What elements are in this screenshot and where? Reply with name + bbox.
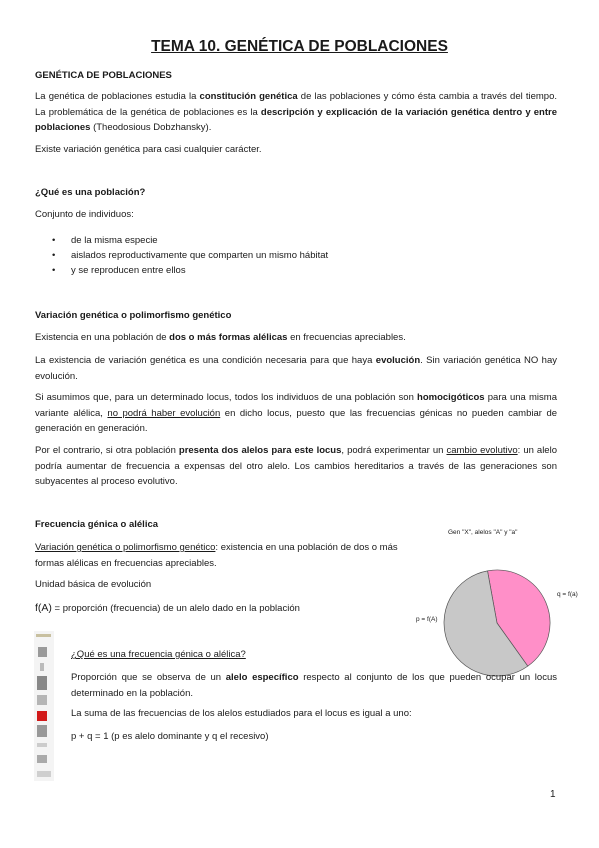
paragraph-existencia: Existencia en una población de dos o más formas alélicas en frecuencias apreciables. [35, 332, 406, 343]
paragraph-fA: f(A) = proporción (frecuencia) de un alelo dado en la población [35, 602, 300, 614]
strip-mark [37, 725, 47, 737]
paragraph-proporcion: Proporción que se observa de un alelo específico respecto al conjunto de los que pueden ocupar un locus determinado en la población. [71, 672, 557, 699]
section-heading-genetica: GENÉTICA DE POBLACIONES [35, 70, 172, 81]
list-item: • de la misma especie [52, 235, 158, 246]
pie-label-p: p = f(A) [416, 616, 438, 623]
sidebar-thumbnail-strip [34, 631, 54, 781]
section-heading-frecuencia: Frecuencia génica o alélica [35, 519, 159, 530]
strip-mark [40, 663, 44, 671]
paragraph-suma: La suma de las frecuencias de los alelos estudiados para el locus es igual a uno: [71, 708, 412, 719]
strip-mark [37, 743, 47, 747]
strip-mark [37, 771, 51, 777]
question-frecuencia: ¿Qué es una frecuencia génica o alélica? [71, 649, 246, 660]
paragraph-variation: Existe variación genética para casi cualquier carácter. [35, 144, 262, 155]
strip-mark-red [37, 711, 47, 721]
paragraph-unidad: Unidad básica de evolución [35, 579, 152, 590]
pie-label-q: q = f(a) [557, 591, 578, 598]
strip-mark [37, 676, 47, 690]
strip-mark [37, 755, 47, 763]
pie-caption: Gen "X", alelos "A" y "a" [448, 529, 518, 536]
section-heading-variacion: Variación genética o polimorfismo genético [35, 310, 232, 321]
paragraph-formula: p + q = 1 (p es alelo dominante y q el recesivo) [71, 731, 269, 742]
page-title: TEMA 10. GENÉTICA DE POBLACIONES [151, 38, 448, 55]
page-number: 1 [550, 789, 556, 800]
paragraph-evolucion: La existencia de variación genética es una condición necesaria para que haya evolución. Sin variación genética NO hay evolución. [35, 355, 557, 382]
strip-mark [38, 647, 47, 657]
bullet-list [52, 233, 551, 278]
strip-mark [37, 695, 47, 705]
paragraph-conjunto: Conjunto de individuos: [35, 209, 134, 220]
section-heading-poblacion: ¿Qué es una población? [35, 187, 146, 198]
paragraph-intro: La genética de poblaciones estudia la constitución genética de las poblaciones y cómo ésta cambia a través del tiempo. La problemática de la genética de poblaciones es la descripción y explicación de la variación genética dentro y entre poblaciones (Theodosious Dobzhansky). [35, 91, 557, 133]
allele-pie-chart [412, 545, 582, 685]
paragraph-polimorfismo: Variación genética o polimorfismo genético: existencia en una población de dos o más formas alélicas en frecuencias apreciables. [35, 542, 398, 569]
strip-mark [36, 634, 51, 637]
list-item: • aislados reproductivamente que comparten un mismo hábitat [52, 250, 329, 261]
paragraph-homocigoticos: Si asumimos que, para un determinado locus, todos los individuos de una población son homocigóticos para una misma variante alélica, no podrá haber evolución en dicho locus, puesto que las frecuencias génicas no pueden cambiar de generación en generación. [35, 392, 558, 434]
paragraph-cambio-evolutivo: Por el contrario, si otra población presenta dos alelos para este locus, podrá experimentar un cambio evolutivo: un alelo podría aumentar de frecuencia a expensas del otro alelo. Los cambios hereditarios a través de las generaciones son subyacentes al proceso evolutivo. [35, 445, 557, 487]
list-item: • y se reproducen entre ellos [52, 265, 186, 276]
